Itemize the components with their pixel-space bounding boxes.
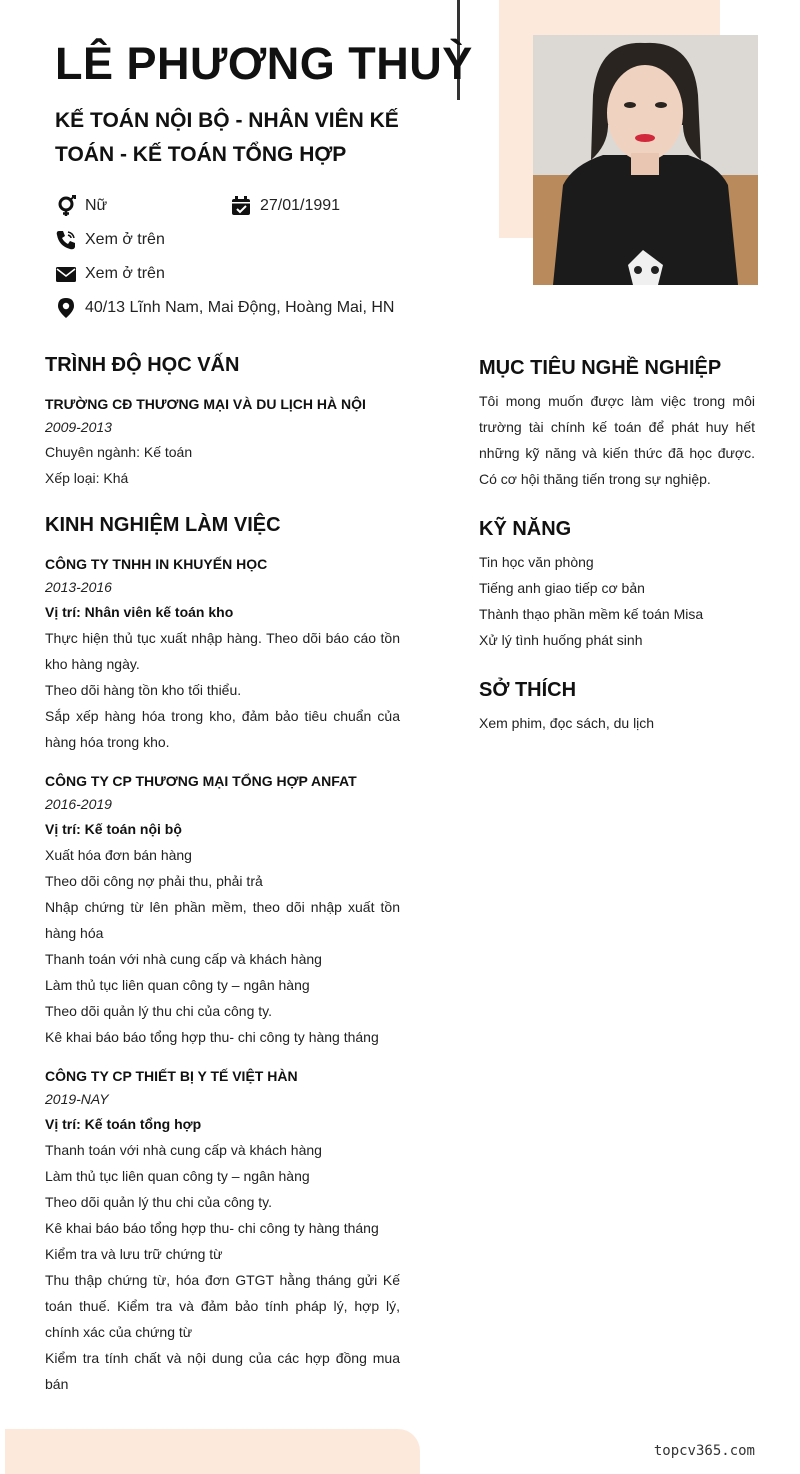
job-duty: Làm thủ tục liên quan công ty – ngân hàng: [45, 1168, 310, 1184]
objective-text: Tôi mong muốn được làm việc trong môi trường tài chính kế toán để phát huy hết những kỹ năng và kiến thức đã học được. Có cơ hội thăng tiến trong sự nghiệp.: [479, 393, 755, 487]
experience-title: KINH NGHIỆM LÀM VIỆC: [45, 514, 281, 536]
job-duty: Theo dõi công nợ phải thu, phải trả: [45, 873, 263, 889]
job-position: Vị trí: Nhân viên kế toán kho: [45, 604, 234, 620]
footer-watermark: topcv365.com: [653, 1443, 755, 1459]
calendar-icon: [230, 195, 252, 217]
job-company: CÔNG TY CP THIẾT BỊ Y TẾ VIỆT HÀN: [45, 1068, 298, 1084]
birthday-value: 27/01/1991: [260, 197, 341, 214]
skills-title: KỸ NĂNG: [479, 518, 572, 540]
job-duty: Kiểm tra và lưu trữ chứng từ: [45, 1246, 223, 1262]
skill-item: Tin học văn phòng: [479, 554, 594, 570]
job-position: Vị trí: Kế toán tổng hợp: [45, 1116, 202, 1132]
job-duty: Thu thập chứng từ, hóa đơn GTGT hằng tháng gửi Kế toán thuế. Kiểm tra và đảm bảo tính pháp lý, hợp lý, chính xác của chứng từ: [45, 1272, 400, 1340]
job-position: Vị trí: Kế toán nội bộ: [45, 821, 182, 837]
objective-title: MỤC TIÊU NGHỀ NGHIỆP: [479, 357, 722, 379]
job-title: KẾ TOÁN NỘI BỘ - NHÂN VIÊN KẾ TOÁN - KẾ TOÁN TỔNG HỢP: [55, 109, 399, 166]
gender-icon: [55, 195, 77, 217]
skill-item: Tiếng anh giao tiếp cơ bản: [479, 580, 645, 596]
job-duty: Thực hiện thủ tục xuất nhập hàng. Theo dõi báo cáo tồn kho hàng ngày.: [45, 630, 400, 672]
email-row: [55, 263, 165, 285]
profile-photo: [533, 35, 758, 285]
education-grade: Xếp loại: Khá: [45, 470, 129, 486]
job-duty: Nhập chứng từ lên phần mềm, theo dõi nhập xuất tồn hàng hóa: [45, 899, 400, 941]
hobbies-title: SỞ THÍCH: [479, 679, 577, 701]
address-row: [55, 297, 394, 319]
email-icon: [55, 263, 77, 285]
email-value: Xem ở trên: [85, 265, 165, 282]
address-value: 40/13 Lĩnh Nam, Mai Động, Hoàng Mai, HN: [85, 299, 395, 316]
education-school: TRƯỜNG CĐ THƯƠNG MẠI VÀ DU LỊCH HÀ NỘI: [45, 396, 366, 412]
job-duty: Sắp xếp hàng hóa trong kho, đảm bảo tiêu chuẩn của hàng hóa trong kho.: [45, 708, 400, 750]
job-company: CÔNG TY TNHH IN KHUYẾN HỌC: [45, 556, 268, 572]
job-period: 2016-2019: [45, 796, 112, 812]
job-duty: Kê khai báo báo tổng hợp thu- chi công ty hàng tháng: [45, 1220, 379, 1236]
gender-row: [55, 195, 107, 217]
job-duty: Theo dõi hàng tồn kho tối thiểu.: [45, 682, 242, 698]
gender-value: Nữ: [85, 197, 108, 214]
job-duty: Theo dõi quản lý thu chi của công ty.: [45, 1194, 272, 1210]
birthday-row: [230, 195, 340, 217]
phone-row: [55, 229, 165, 251]
job-duty: Thanh toán với nhà cung cấp và khách hàng: [45, 1142, 322, 1158]
job-duty: Theo dõi quản lý thu chi của công ty.: [45, 1003, 272, 1019]
phone-icon: [55, 229, 77, 251]
job-period: 2019-NAY: [45, 1091, 109, 1107]
education-period: 2009-2013: [45, 419, 112, 435]
job-period: 2013-2016: [45, 579, 112, 595]
job-company: CÔNG TY CP THƯƠNG MẠI TỔNG HỢP ANFAT: [45, 773, 357, 789]
education-title: TRÌNH ĐỘ HỌC VẤN: [45, 354, 240, 376]
candidate-name: LÊ PHƯƠNG THUỲ: [55, 38, 473, 89]
job-duty: Thanh toán với nhà cung cấp và khách hàng: [45, 951, 322, 967]
hobbies-text: Xem phim, đọc sách, du lịch: [479, 715, 655, 731]
job-duty: Kê khai báo báo tổng hợp thu- chi công ty hàng tháng: [45, 1029, 379, 1045]
job-duty: Kiểm tra tính chất và nội dung của các hợp đồng mua bán: [45, 1350, 400, 1392]
job-duty: Xuất hóa đơn bán hàng: [45, 847, 192, 863]
location-icon: [55, 297, 77, 319]
job-duty: Làm thủ tục liên quan công ty – ngân hàng: [45, 977, 310, 993]
skill-item: Thành thạo phần mềm kế toán Misa: [479, 606, 704, 622]
phone-value: Xem ở trên: [85, 231, 165, 248]
skill-item: Xử lý tình huống phát sinh: [479, 632, 643, 648]
portrait-image: [533, 35, 758, 285]
education-major: Chuyên ngành: Kế toán: [45, 444, 193, 460]
footer-accent-block: [5, 1429, 420, 1474]
